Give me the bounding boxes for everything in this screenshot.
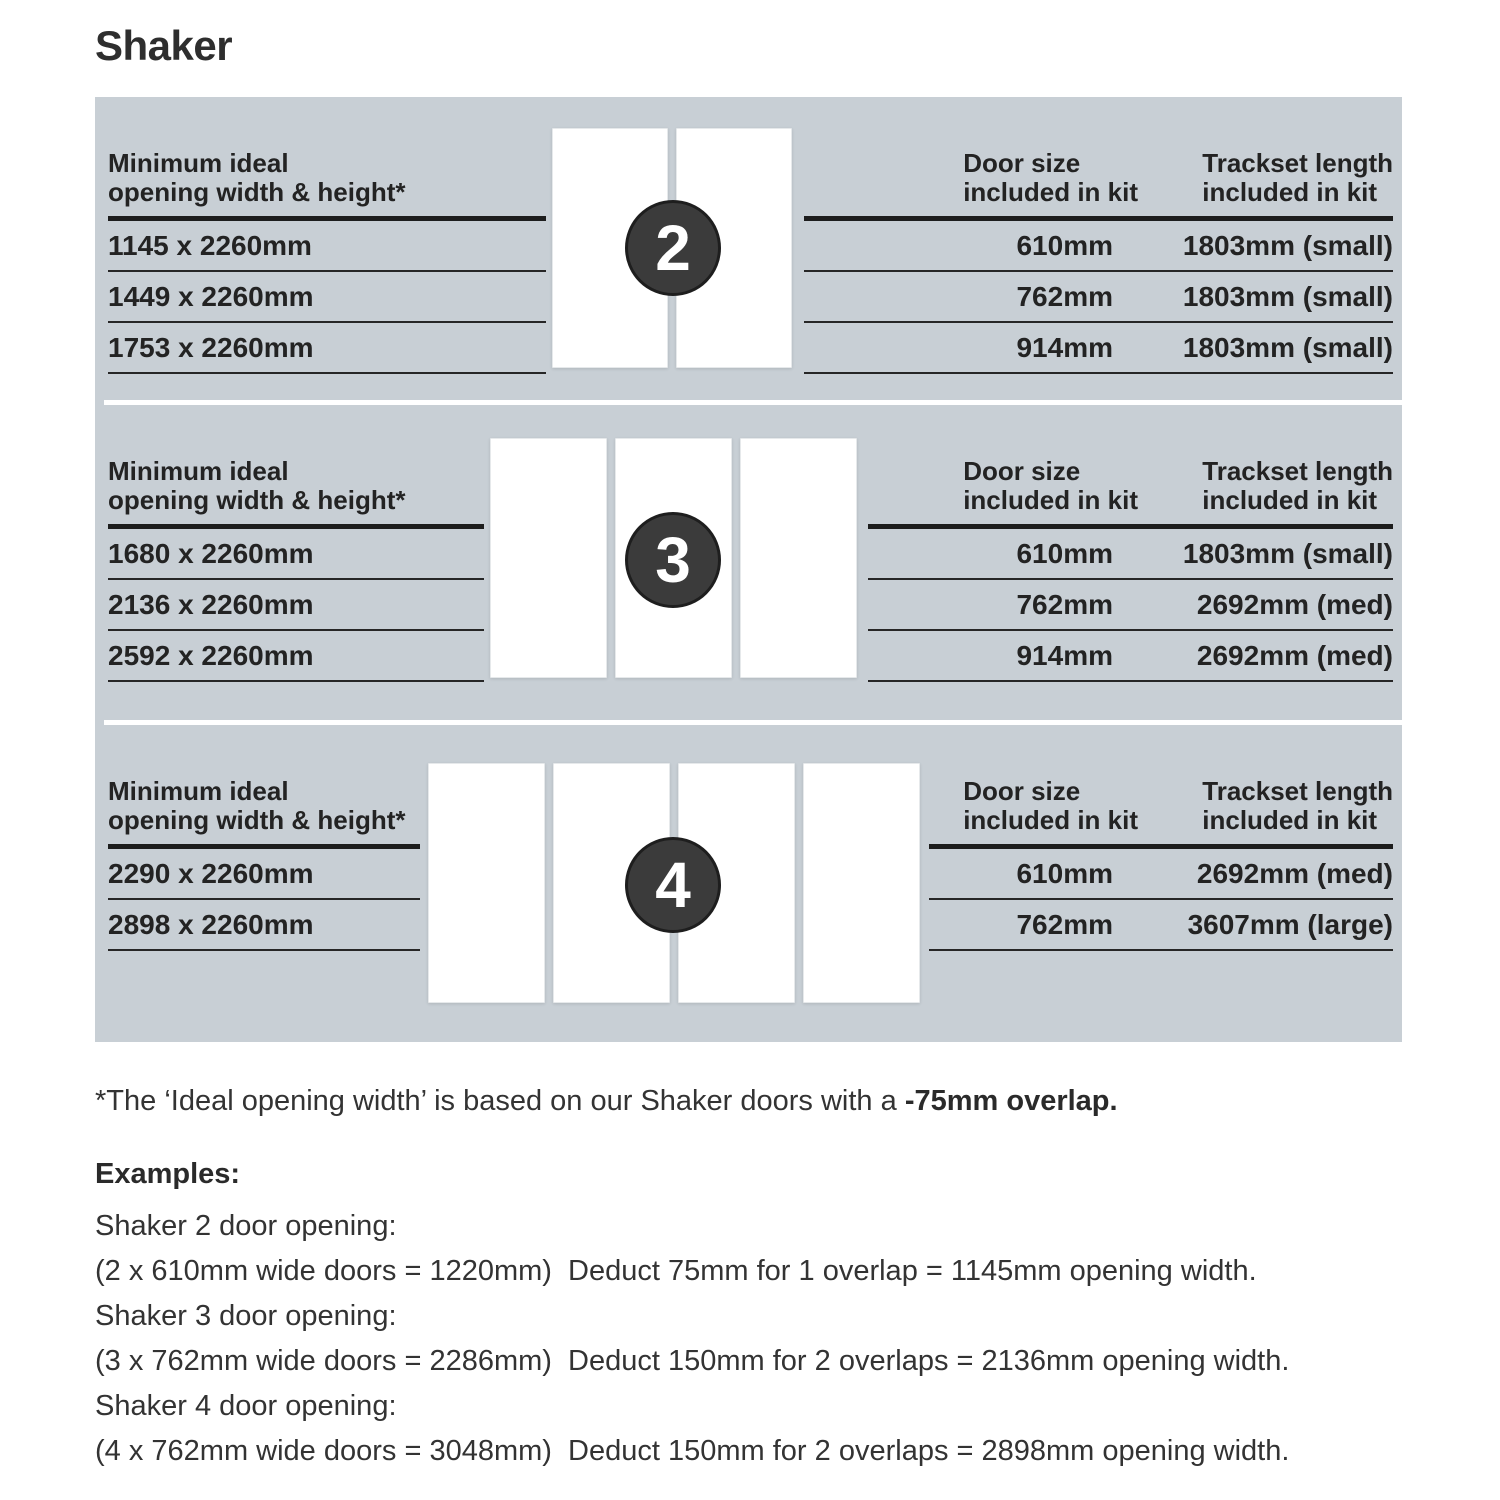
door-size-header [929,777,1138,849]
opening-size-value: 2898 x 2260mm [108,908,314,940]
opening-size-table [108,457,484,682]
trackset-value: 1803mm (small) [1138,323,1393,374]
door-panel [428,763,545,1003]
door-panel [803,763,920,1003]
opening-size-header-line2: opening width & height* [108,177,406,207]
door-size-header-line1: Door size [963,456,1081,486]
kit-section-4-door [95,725,1402,1042]
opening-size-header [108,777,420,849]
opening-size-value: 1753 x 2260mm [108,331,314,363]
opening-size-row [108,529,484,580]
door-size-header [804,149,1138,221]
trackset-header [1138,457,1393,529]
opening-size-value: 2136 x 2260mm [108,588,314,620]
door-size-value: 610mm [868,529,1138,580]
kit-contents-table [804,149,1393,374]
opening-size-row [108,900,420,951]
trackset-value: 2692mm (med) [1138,849,1393,900]
opening-size-row [108,272,546,323]
example-line: (3 x 762mm wide doors = 2286mm) Deduct 150mm for 2 overlaps = 2136mm opening width. [95,1345,1290,1377]
door-size-header-line2: included in kit [963,805,1138,835]
door-count-number: 2 [655,212,691,284]
trackset-value: 1803mm (small) [1138,221,1393,272]
opening-size-row [108,580,484,631]
trackset-header [1138,777,1393,849]
shaker-spec-panel [95,97,1402,1042]
door-size-header [868,457,1138,529]
door-panel [490,438,607,678]
door-size-value: 610mm [929,849,1138,900]
door-size-value: 762mm [868,580,1138,631]
door-size-value: 914mm [868,631,1138,682]
trackset-header-line2: included in kit [1202,485,1378,515]
opening-size-value: 1145 x 2260mm [108,229,312,261]
example-line: Shaker 4 door opening: [95,1390,397,1422]
door-count-badge [625,837,721,933]
opening-size-header-line1: Minimum ideal [108,456,289,486]
opening-size-row [108,323,546,374]
door-size-header-line2: included in kit [963,485,1138,515]
trackset-header-line1: Trackset length [1202,776,1393,806]
examples-block [95,1158,1289,1474]
kit-section-2-door [95,97,1402,400]
example-line: Shaker 2 door opening: [95,1210,397,1242]
trackset-value: 3607mm (large) [1138,900,1393,951]
door-size-header-line2: included in kit [963,177,1138,207]
trackset-header-line2: included in kit [1202,805,1378,835]
door-count-badge [625,512,721,608]
opening-size-header-line2: opening width & height* [108,805,406,835]
opening-size-value: 2290 x 2260mm [108,857,314,889]
trackset-value: 2692mm (med) [1138,580,1393,631]
opening-size-value: 1449 x 2260mm [108,280,314,312]
door-panel [740,438,857,678]
opening-size-row [108,221,546,272]
trackset-header [1138,149,1393,221]
opening-size-value: 2592 x 2260mm [108,639,314,671]
opening-size-header-line1: Minimum ideal [108,148,289,178]
opening-size-header-line1: Minimum ideal [108,776,289,806]
example-line: (2 x 610mm wide doors = 1220mm) Deduct 75mm for 1 overlap = 1145mm opening width. [95,1255,1257,1287]
trackset-header-line2: included in kit [1202,177,1378,207]
opening-size-row [108,631,484,682]
door-size-value: 762mm [804,272,1138,323]
opening-size-table [108,149,546,374]
door-size-value: 762mm [929,900,1138,951]
example-line: Shaker 3 door opening: [95,1300,397,1332]
door-size-value: 610mm [804,221,1138,272]
footnote [95,1085,1118,1118]
trackset-header-line1: Trackset length [1202,456,1393,486]
opening-size-row [108,849,420,900]
opening-size-header [108,457,484,529]
opening-size-value: 1680 x 2260mm [108,537,314,569]
door-size-header-line1: Door size [963,148,1081,178]
kit-section-3-door [95,405,1402,720]
footnote-text: *The ‘Ideal opening width’ is based on our Shaker doors with a [95,1085,905,1117]
kit-contents-table [868,457,1393,682]
example-line: (4 x 762mm wide doors = 3048mm) Deduct 150mm for 2 overlaps = 2898mm opening width. [95,1435,1290,1467]
examples-heading: Examples: [95,1158,241,1190]
door-count-badge [625,200,721,296]
door-count-number: 3 [655,524,691,596]
door-size-header-line1: Door size [963,776,1081,806]
trackset-value: 2692mm (med) [1138,631,1393,682]
footnote-bold-text: -75mm overlap. [904,1085,1118,1117]
kit-contents-table [929,777,1393,951]
opening-size-table [108,777,420,951]
page-title: Shaker [95,22,233,69]
opening-size-header [108,149,546,221]
opening-size-header-line2: opening width & height* [108,485,406,515]
door-count-number: 4 [655,849,691,921]
door-size-value: 914mm [804,323,1138,374]
trackset-header-line1: Trackset length [1202,148,1393,178]
trackset-value: 1803mm (small) [1138,272,1393,323]
trackset-value: 1803mm (small) [1138,529,1393,580]
